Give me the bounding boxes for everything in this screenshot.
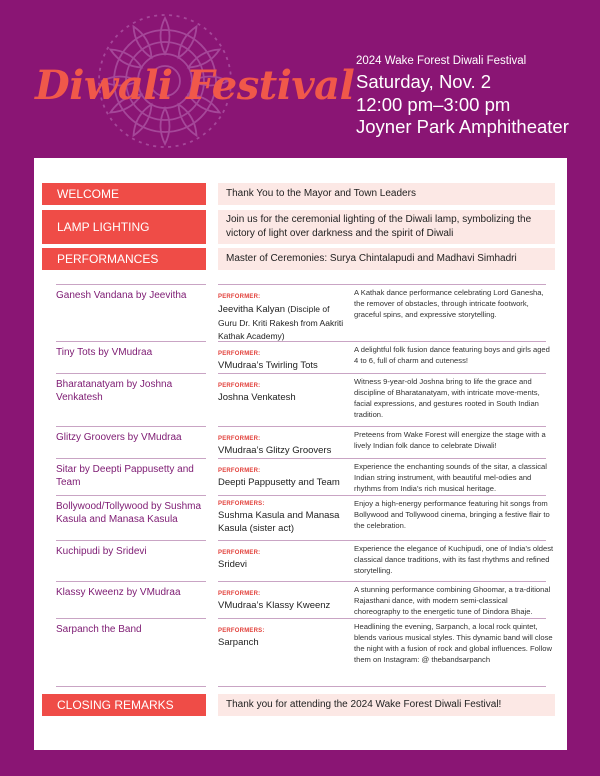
event-time: 12:00 pm–3:00 pm — [356, 93, 511, 115]
row-divider — [218, 341, 546, 342]
performer-note: (Disciple of Guru Dr. Kriti Rakesh from Aakriti Kathak Academy) — [218, 304, 344, 341]
performance-row — [56, 426, 546, 456]
performer-role: PERFORMER: — [218, 383, 261, 389]
performance-row — [56, 284, 546, 341]
performance-description: Preteens from Wake Forest will energize the stage with a lively Indian folk dance to celebrate Diwali! — [354, 430, 546, 450]
performance-description: Witness 9-year-old Joshna bring to life the grace and discipline of Bharatanatyam, with intricate move-ments, facial expressions, and gestures rooted in South Indian tradition. — [354, 377, 540, 419]
performance-row — [56, 540, 554, 575]
performer-name: Sarpanch — [218, 637, 259, 648]
performer-main: Jeevitha Kalyan — [218, 304, 286, 315]
performance-row — [56, 373, 546, 423]
performance-row — [56, 341, 550, 371]
performance-name: Bharatanatyam by Joshna Venkatesh — [56, 379, 173, 403]
performer-role: PERFORMER: — [218, 550, 261, 556]
performer-role: PERFORMER: — [218, 351, 261, 357]
row-divider — [218, 540, 546, 541]
performance-description: Headlining the evening, Sarpanch, a local rock quintet, blends various musical styles. This dynamic band will close the night with a fusion of rock and global influences. Follow them on Instagram: @ thebandsarpanch — [354, 622, 553, 664]
closing-section — [42, 694, 555, 716]
performance-name: Sarpanch the Band — [56, 624, 142, 635]
performance-row — [56, 581, 551, 616]
performance-description: A delightful folk fusion dance featuring boys and girls aged 4 to 6, full of charm and cuteness! — [354, 345, 550, 365]
performer-name: Sushma Kasula and Manasa Kasula (sister act) — [218, 510, 340, 534]
performances-section — [42, 248, 555, 270]
event-name: 2024 Wake Forest Diwali Festival — [356, 55, 527, 67]
performance-description: A stunning performance combining Ghoomar, a tra-ditional Rajasthani dance, with modern semi-classical choreography to the energetic tune of Dindora Bhaje. — [354, 585, 551, 616]
row-divider — [56, 618, 206, 619]
event-info — [356, 55, 569, 139]
performance-name: Tiny Tots by VMudraa — [56, 347, 153, 358]
row-divider — [56, 540, 206, 541]
row-divider — [218, 426, 546, 427]
row-divider — [218, 284, 546, 285]
section-text: Thank You to the Mayor and Town Leaders — [218, 183, 555, 205]
row-divider — [56, 581, 206, 582]
section-label: PERFORMANCES — [42, 248, 206, 270]
section-text: Join us for the ceremonial lighting of the Diwali lamp, symbolizing the victory of light over darkness and the spirit of Diwali — [218, 210, 555, 244]
row-divider — [218, 373, 546, 374]
row-divider — [56, 458, 206, 459]
performance-row — [56, 458, 546, 492]
performer-name: VMudraa’s Twirling Tots — [218, 360, 318, 371]
performance-name: Ganesh Vandana by Jeevitha — [56, 290, 187, 301]
performance-name: Kuchipudi by Sridevi — [56, 546, 147, 557]
section-text: Master of Ceremonies: Surya Chintalapudi and Madhavi Simhadri — [218, 248, 555, 270]
section-label: WELCOME — [42, 183, 206, 205]
performer-name: VMudraa’s Klassy Kweenz — [218, 600, 331, 611]
performer-role: PERFORMERS: — [218, 628, 265, 634]
performance-description: A Kathak dance performance celebrating Lord Ganesha, the remover of obstacles, through intricate footwork, graceful spins, and expressive storytelling. — [354, 288, 544, 319]
performer-name: Deepti Pappusetty and Team — [218, 477, 340, 488]
lamp-lighting-section — [42, 210, 555, 244]
row-divider — [218, 618, 546, 619]
row-divider — [56, 686, 206, 687]
row-divider — [56, 341, 206, 342]
row-divider — [218, 458, 546, 459]
performance-description: Experience the elegance of Kuchipudi, one of India’s oldest classical dance traditions, with its fast rhythms and refined storytelling. — [354, 544, 554, 575]
performer-role: PERFORMER: — [218, 436, 261, 442]
header — [0, 0, 600, 155]
performance-name: Bollywood/Tollywood by Sushma Kasula and Manasa Kasula — [56, 501, 202, 525]
row-divider — [218, 581, 546, 582]
event-date: Saturday, Nov. 2 — [356, 71, 492, 92]
event-venue: Joyner Park Amphitheater — [356, 116, 569, 137]
performance-description: Experience the enchanting sounds of the sitar, a classical Indian string instrument, with beautiful mel-odies and rhythms from India’s rich musical heritage. — [354, 462, 547, 493]
performer-role: PERFORMER: — [218, 294, 261, 300]
performer-name: Joshna Venkatesh — [218, 392, 296, 403]
row-divider — [56, 495, 206, 496]
performer-name: Sridevi — [218, 559, 248, 570]
row-divider — [56, 426, 206, 427]
section-text: Thank you for attending the 2024 Wake Forest Diwali Festival! — [218, 694, 555, 716]
performer-role: PERFORMERS: — [218, 501, 265, 507]
performance-name: Glitzy Groovers by VMudraa — [56, 432, 182, 443]
performance-name: Sitar by Deepti Pappusetty and Team — [56, 464, 194, 488]
row-divider — [218, 686, 546, 687]
performer-role: PERFORMER: — [218, 468, 261, 474]
section-label: CLOSING REMARKS — [42, 694, 206, 716]
performer-role: PERFORMER: — [218, 591, 261, 597]
performance-row — [56, 618, 553, 682]
performer-name: VMudraa’s Glitzy Groovers — [218, 445, 332, 456]
performer-name — [218, 303, 346, 344]
program-panel — [34, 158, 567, 750]
row-divider — [56, 373, 206, 374]
section-label: LAMP LIGHTING — [42, 210, 206, 244]
row-divider — [56, 284, 206, 285]
performance-description: Enjoy a high-energy performance featuring hit songs from Bollywood and Tollywood cinema, bringing a festive flair to the celebration. — [354, 499, 550, 530]
performance-name: Klassy Kweenz by VMudraa — [56, 587, 181, 598]
festival-logo: Diwali Festival — [35, 62, 355, 109]
welcome-section — [42, 183, 555, 205]
row-divider — [218, 495, 546, 496]
performance-row — [56, 495, 550, 543]
